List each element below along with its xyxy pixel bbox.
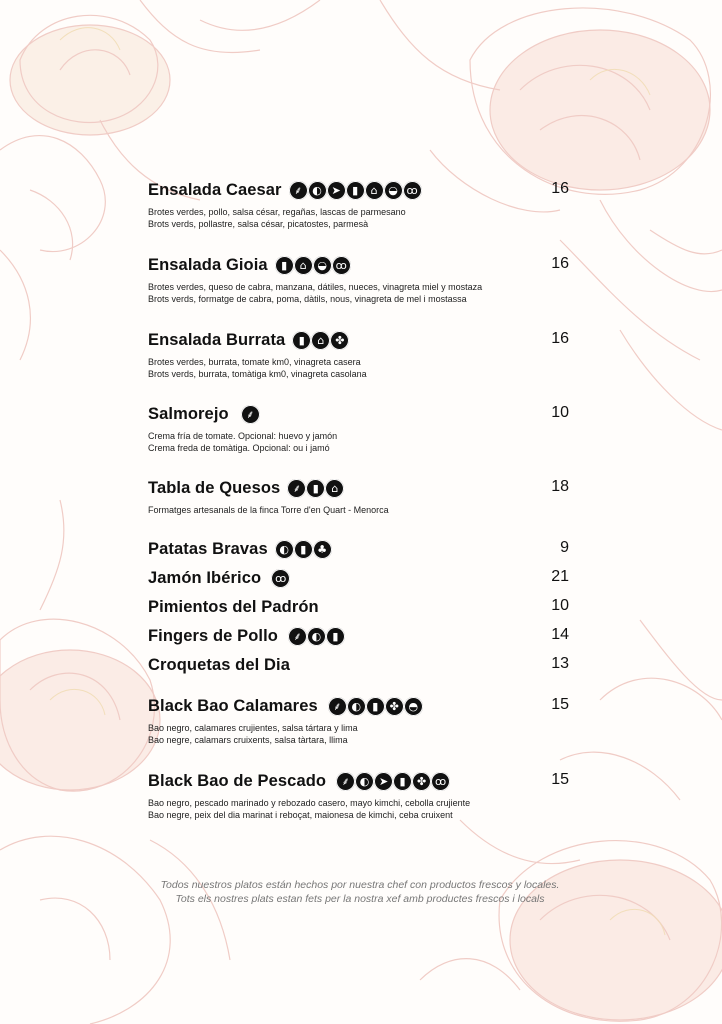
nuts-icon: ꝏ	[271, 569, 290, 588]
nuts-icon: ꝏ	[332, 256, 351, 275]
item-price: 9	[560, 539, 569, 556]
menu-item	[148, 595, 572, 624]
item-description	[148, 797, 572, 821]
item-name: Pimientos del Padrón	[148, 597, 319, 616]
menu-item	[148, 694, 572, 769]
description-ca: Brots verds, formatge de cabra, poma, dàtils, nous, vinagreta de mel i mostassa	[148, 294, 467, 304]
menu-item	[148, 566, 572, 595]
item-price: 10	[551, 597, 569, 614]
item-price: 15	[551, 696, 569, 713]
footer-line-ca: Tots els nostres plats estan fets per la nostra xef amb productes frescos i locals	[175, 893, 545, 905]
item-name: Tabla de Quesos	[148, 478, 281, 497]
item-description	[148, 504, 572, 516]
item-description	[148, 430, 572, 454]
item-description	[148, 281, 572, 305]
item-price: 16	[551, 255, 569, 272]
item-price: 16	[551, 330, 569, 347]
shellfish-icon: ◓	[404, 697, 423, 716]
milk-icon: ▮	[326, 627, 345, 646]
item-description	[148, 356, 572, 380]
allergen-icons	[241, 405, 260, 424]
allergen-icons	[275, 256, 351, 275]
description-es: Bao negro, pescado marinado y rebozado casero, mayo kimchi, cebolla crujiente	[148, 798, 471, 808]
nuts-icon: ꝏ	[403, 181, 422, 200]
menu-item	[148, 253, 572, 328]
description-ca: Formatges artesanals de la finca Torre d'en Quart - Menorca	[148, 505, 389, 515]
description-ca: Bao negre, calamars cruixents, salsa tàrtara, llima	[148, 735, 348, 745]
menu-item	[148, 624, 572, 653]
milk-icon: ▮	[346, 181, 365, 200]
description-es: Crema fría de tomate. Opcional: huevo y jamón	[148, 431, 338, 441]
description-es: Brotes verdes, queso de cabra, manzana, dátiles, nueces, vinagreta miel y mostaza	[148, 282, 483, 292]
wheat-icon: ⸙	[336, 772, 355, 791]
dairy-icon: ⌂	[325, 479, 344, 498]
celery-icon: ♣	[313, 540, 332, 559]
item-description	[148, 722, 572, 746]
wheat-icon: ⸙	[287, 479, 306, 498]
milk-icon: ▮	[292, 331, 311, 350]
milk-icon: ▮	[306, 479, 325, 498]
item-name: Ensalada Caesar	[148, 180, 282, 199]
menu-list	[148, 178, 572, 829]
allergen-icons	[336, 772, 450, 791]
allergen-icons	[289, 181, 422, 200]
description-ca: Brots verds, pollastre, salsa césar, picatostes, parmesà	[148, 219, 369, 229]
description-ca: Brots verds, burrata, tomàtiga km0, vinagreta casolana	[148, 369, 367, 379]
nuts-icon: ꝏ	[431, 772, 450, 791]
dairy-icon: ⌂	[294, 256, 313, 275]
dairy-icon: ⌂	[311, 331, 330, 350]
item-name: Ensalada Gioia	[148, 255, 268, 274]
egg-icon: ◐	[355, 772, 374, 791]
allergen-icons	[328, 697, 423, 716]
description-es: Brotes verdes, burrata, tomate km0, vinagreta casera	[148, 357, 361, 367]
item-name: Fingers de Pollo	[148, 626, 278, 645]
allergen-icons	[287, 479, 344, 498]
dairy-icon: ⌂	[365, 181, 384, 200]
footer-line-es: Todos nuestros platos están hechos por nuestra chef con productos frescos y locales.	[160, 879, 560, 891]
menu-item	[148, 769, 572, 829]
allergen-icons	[288, 627, 345, 646]
item-price: 14	[551, 626, 569, 643]
description-es: Bao negro, calamares crujientes, salsa tártara y lima	[148, 723, 358, 733]
allergen-icons	[271, 569, 290, 588]
item-price: 10	[551, 404, 569, 421]
description-ca: Crema freda de tomàtiga. Opcional: ou i jamó	[148, 443, 330, 453]
item-price: 13	[551, 655, 569, 672]
item-price: 18	[551, 478, 569, 495]
allergen-icons	[275, 540, 332, 559]
item-name: Black Bao Calamares	[148, 696, 318, 715]
footer-note	[100, 878, 620, 906]
item-name: Ensalada Burrata	[148, 330, 286, 349]
item-name: Black Bao de Pescado	[148, 771, 327, 790]
menu-item	[148, 402, 572, 476]
wheat-icon: ⸙	[241, 405, 260, 424]
wheat-icon: ⸙	[289, 181, 308, 200]
fish-icon: ➤	[374, 772, 393, 791]
menu-item	[148, 178, 572, 253]
description-es: Brotes verdes, pollo, salsa césar, regañas, lascas de parmesano	[148, 207, 406, 217]
mustard-icon: ✤	[385, 697, 404, 716]
item-name: Jamón Ibérico	[148, 568, 262, 587]
menu-item	[148, 653, 572, 694]
item-name: Salmorejo	[148, 404, 229, 423]
egg-icon: ◐	[275, 540, 294, 559]
wheat-icon: ⸙	[328, 697, 347, 716]
mustard-icon: ✤	[412, 772, 431, 791]
egg-icon: ◐	[307, 627, 326, 646]
description-ca: Bao negre, peix del dia marinat i reboçat, maionesa de kimchi, ceba cruixent	[148, 810, 453, 820]
item-price: 16	[551, 180, 569, 197]
milk-icon: ▮	[275, 256, 294, 275]
egg-icon: ◐	[347, 697, 366, 716]
milk-icon: ▮	[366, 697, 385, 716]
mustard-icon: ✤	[330, 331, 349, 350]
allergen-icons	[292, 331, 349, 350]
menu-item	[148, 476, 572, 537]
sulphite-icon: ◒	[313, 256, 332, 275]
wheat-icon: ⸙	[288, 627, 307, 646]
fish-icon: ➤	[327, 181, 346, 200]
item-description	[148, 206, 572, 230]
egg-icon: ◐	[308, 181, 327, 200]
milk-icon: ▮	[294, 540, 313, 559]
milk-icon: ▮	[393, 772, 412, 791]
item-price: 21	[551, 568, 569, 585]
sulphite-icon: ◒	[384, 181, 403, 200]
item-name: Croquetas del Dia	[148, 655, 290, 674]
menu-item	[148, 537, 572, 566]
item-name: Patatas Bravas	[148, 539, 268, 558]
menu-item	[148, 328, 572, 402]
item-price: 15	[551, 771, 569, 788]
